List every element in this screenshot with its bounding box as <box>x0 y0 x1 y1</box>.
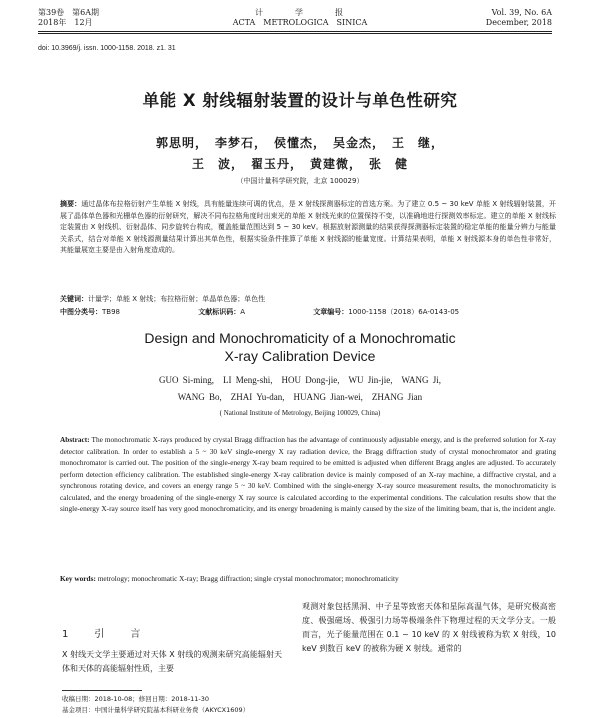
clc-value: TB98 <box>102 308 120 316</box>
article-no-value: 1000-1158（2018）6A-0143-05 <box>348 308 460 316</box>
keywords-en <box>60 574 556 583</box>
affiliation-en: ( National Institute of Metrology, Beijing 100029, China) <box>219 409 381 417</box>
body-right-column: 观测对象包括黑洞、中子星等致密天体和星际高温气体，是研究极高密度、极强磁场、极强引力场等极端条件下物理过程的天文学分支。一般而言，光子能量范围在 0.1 ~ 10 keV 的 X 射线被称为软 X 射线，10 keV 到数百 keV 的被称为硬 X 射线。通常的 <box>302 602 556 653</box>
abstract-cn-text: 通过晶体布拉格衍射产生单能 X 射线，具有能量连续可调的优点，是 X 射线探测器标定的首选方案。为了建立 0.5 ~ 30 keV 单能 X 射线辐射装置，开展了晶体单色器和光栅单色器的衍射研究，解决不同布拉格角度时出束光的单能 X 射线光束的位置保持不变，以准确地进行探测效率标定。建立的单能 X 射线标定装置由 X 射线机、衍射晶体、同步旋转台构成，覆盖能量范围达到 5 ~ 30 keV。根据放射源测量的结果获得探测器标定装置的稳定单能的能量分辨力与能量关系式，结合对单能 X 射线源测量结果计算出其单色性，根据实验条件推算了单能 X 射线源的能量宽度。计算结果表明，单能 X 射线源本身的单色性非常好，其能量展宽主要是由入射角度造成的。 <box>60 200 556 254</box>
abstract-en-text: The monochromatic X-rays produced by crystal Bragg diffraction has the advantage of continuously adjustable energy, and is the preferred solution for X-ray detector calibration. In order to establish a 5 ~ 30 keV single-energy X ray radiation device, the Bragg diffraction study of crystal monochromator and grating monochromator is carried out. The position of the single-energy X-ray beam required to be emitted is adjusted when different Bragg angles are adjusted. To accurately perform detection efficiency calibration. The established single-energy X-ray calibration device is mainly composed of an X-ray machine, a diffractive crystal, and a synchronous rotating device, and covers an energy range 5 ~ 30 keV. Combined with the single-energy X-ray source measurement results, the monochromaticity is calculated, and the energy broadening of the single-energy X ray source is calculated according to the experimental conditions. The calculation results show that the single-energy X-ray source itself has very good monochromaticity, and its energy broadening is mainly caused by the size of the limiting beam, that is, the incident angle. <box>60 435 556 513</box>
footnote-rule <box>62 690 142 691</box>
clc-label: 中图分类号： <box>60 308 102 316</box>
footnote-fund: 基金项目：中国计量科学研究院基本科研业务费（AKYCX1609） <box>62 706 250 714</box>
journal-cn: 计 学 报 <box>255 8 345 17</box>
abstract-en-label: Abstract: <box>60 435 90 444</box>
keywords-cn-text: 计量学；单能 X 射线；布拉格衍射；单晶单色器；单色性 <box>88 295 266 303</box>
abstract-en <box>60 434 556 515</box>
authors-en-line1: GUO Si-ming, LI Meng-shi, HOU Dong-jie, WU Jin-jie, WANG Ji, <box>159 375 441 385</box>
keywords-cn <box>60 294 556 304</box>
keywords-en-label: Key words: <box>60 574 96 583</box>
abstract-cn <box>60 199 556 257</box>
doc-code-value: A <box>240 308 246 316</box>
body-left-column: X 射线天文学主要通过对天体 X 射线的观测来研究高能辐射天体和天体的高能辐射性质，主要 <box>62 650 282 673</box>
doc-code-label: 文献标识码： <box>198 308 241 316</box>
keywords-en-text: metrology; monochromatic X-ray; Bragg diffraction; single crystal monochromator; monochromaticity <box>97 574 399 583</box>
authors-en-line2: WANG Bo, ZHAI Yu-dan, HUANG Jian-wei, ZHANG Jian <box>177 392 423 402</box>
article-no-label: 文章编号： <box>313 308 349 316</box>
header-rule-top <box>38 31 552 32</box>
title-en-line1: Design and Monochromaticity of a Monochromatic <box>144 330 456 346</box>
date-en: December, 2018 <box>485 18 552 27</box>
keywords-cn-label: 关键词： <box>60 295 88 303</box>
section-heading: 1 引 言 <box>62 629 149 640</box>
header-rule-bottom <box>38 33 552 34</box>
authors-cn-line1: 郭思明， 李梦石， 侯懂杰， 吴金杰， 王 继， <box>155 136 444 150</box>
footnote-received: 收稿日期：2018-10-08；修回日期：2018-11-30 <box>62 695 210 703</box>
classification-line <box>60 307 556 317</box>
date-cn: 2018年 12月 <box>38 18 93 27</box>
title-en-line2: X-ray Calibration Device <box>224 348 376 364</box>
volume-cn: 第39卷 第6A期 <box>38 8 100 17</box>
title-cn: 单能 X 射线辐射装置的设计与单色性研究 <box>142 91 458 110</box>
journal-en: ACTA METROLOGICA SINICA <box>232 18 368 27</box>
volume-en: Vol. 39, No. 6A <box>491 8 552 17</box>
doi: doi: 10.3969/j. issn. 1000-1158. 2018. z1. 31 <box>38 45 176 52</box>
title-en <box>0 329 600 365</box>
abstract-cn-label: 摘要： <box>60 200 82 208</box>
affiliation-cn: （中国计量科学研究院，北京 100029） <box>236 177 364 185</box>
header-right <box>486 8 552 28</box>
authors-cn-line2: 王 波， 翟玉丹， 黄建微， 张 健 <box>191 157 408 171</box>
